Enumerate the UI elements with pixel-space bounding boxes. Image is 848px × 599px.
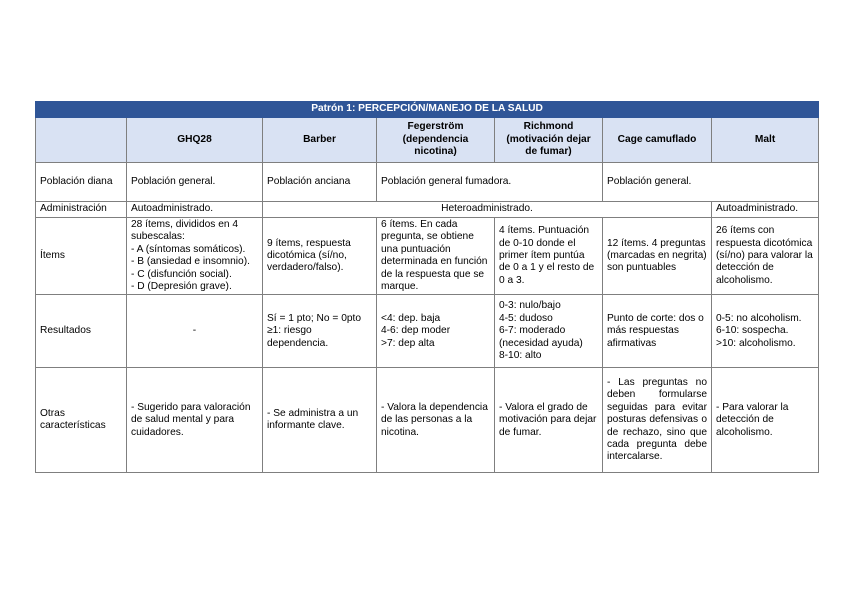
res-barber-line: Sí = 1 pto; No = 0pto [267, 312, 362, 324]
cell-poblacion-general: Población general. [603, 163, 819, 202]
row-label: Administración [36, 202, 127, 218]
items-ghq-line: - A (síntomas somáticos). [131, 243, 246, 255]
res-rich-line: 8-10: alto [499, 350, 542, 362]
cell-items-malt: 26 ítems con respuesta dicotómica (sí/no) para valorar la detección de alcoholismo. [712, 218, 819, 295]
res-feg-line: 4-6: dep moder [381, 325, 451, 337]
res-feg-line: >7: dep alta [381, 337, 435, 349]
items-ghq-line: - D (Depresión grave). [131, 281, 232, 293]
table-row [36, 368, 819, 473]
items-ghq-line: - B (ansiedad e insomnio). [131, 256, 250, 268]
cell-res-fegerstrom [377, 295, 495, 368]
cell-otras-malt: - Para valorar la detección de alcoholismo. [712, 368, 819, 473]
header-cage: Cage camuflado [603, 118, 712, 163]
cell-otras-richmond: - Valora el grado de motivación para dejar de fumar. [495, 368, 603, 473]
row-label: Población diana [36, 163, 127, 202]
cell-otras-ghq: - Sugerido para valoración de salud mental y para cuidadores. [127, 368, 263, 473]
table-row [36, 163, 819, 202]
cell-poblacion-ghq: Población general. [127, 163, 263, 202]
cell-admin-ghq: Autoadministrado. [127, 202, 263, 218]
res-malt-line: 0-5: no alcoholism. [716, 312, 802, 324]
cell-admin-malt: Autoadministrado. [712, 202, 819, 218]
header-blank [36, 118, 127, 163]
title-row [36, 102, 819, 118]
cell-res-cage: Punto de corte: dos o más respuestas afirmativas [603, 295, 712, 368]
items-ghq-line: - C (disfunción social). [131, 268, 232, 280]
table-row [36, 218, 819, 295]
cell-items-fegerstrom: 6 ítems. En cada pregunta, se obtiene una puntuación determinada en función de la respuesta que se marque. [377, 218, 495, 295]
cell-items-richmond: 4 ítems. Puntuación de 0-10 donde el primer ítem puntúa de 0 a 1 y el resto de 0 a 3. [495, 218, 603, 295]
cell-items-cage: 12 ítems. 4 preguntas (marcadas en negrita) son puntuables [603, 218, 712, 295]
cell-res-barber [263, 295, 377, 368]
table-row [36, 295, 819, 368]
items-ghq-line: 28 ítems, divididos en 4 subescalas: [131, 219, 239, 243]
res-malt-line: 6-10: sospecha. [716, 325, 789, 337]
res-rich-line: 6-7: moderado (necesidad ayuda) [499, 325, 583, 349]
cell-otras-cage: - Las preguntas no deben formularse seguidas para evitar posturas defensivas o de rechazo, sino que cada pregunta debe intercalarse. [603, 368, 712, 473]
header-fegerstrom: Fegerström (dependencia nicotina) [377, 118, 495, 163]
cell-res-malt [712, 295, 819, 368]
table-title: Patrón 1: PERCEPCIÓN/MANEJO DE LA SALUD [36, 102, 819, 118]
cell-items-barber: 9 ítems, respuesta dicotómica (sí/no, verdadero/falso). [263, 218, 377, 295]
header-malt: Malt [712, 118, 819, 163]
res-feg-line: <4: dep. baja [381, 312, 441, 324]
cell-poblacion-barber: Población anciana [263, 163, 377, 202]
res-barber-line: ≥1: riesgo dependencia. [267, 325, 329, 349]
res-rich-line: 4-5: dudoso [499, 312, 553, 324]
cell-poblacion-fumadora: Población general fumadora. [377, 163, 603, 202]
header-ghq28: GHQ28 [127, 118, 263, 163]
table-row [36, 202, 819, 218]
cell-items-ghq [127, 218, 263, 295]
row-label: Ítems [36, 218, 127, 295]
row-label: Otras características [36, 368, 127, 473]
res-rich-line: 0-3: nulo/bajo [499, 300, 561, 312]
row-label: Resultados [36, 295, 127, 368]
assessment-table [35, 101, 819, 473]
cell-res-richmond [495, 295, 603, 368]
res-malt-line: >10: alcoholismo. [716, 337, 796, 349]
header-barber: Barber [263, 118, 377, 163]
header-richmond: Richmond (motivación dejar de fumar) [495, 118, 603, 163]
cell-res-ghq: - [127, 295, 263, 368]
cell-otras-fegerstrom: - Valora la dependencia de las personas a la nicotina. [377, 368, 495, 473]
cell-otras-barber: - Se administra a un informante clave. [263, 368, 377, 473]
header-row [36, 118, 819, 163]
cell-admin-hetero: Heteroadministrado. [263, 202, 712, 218]
